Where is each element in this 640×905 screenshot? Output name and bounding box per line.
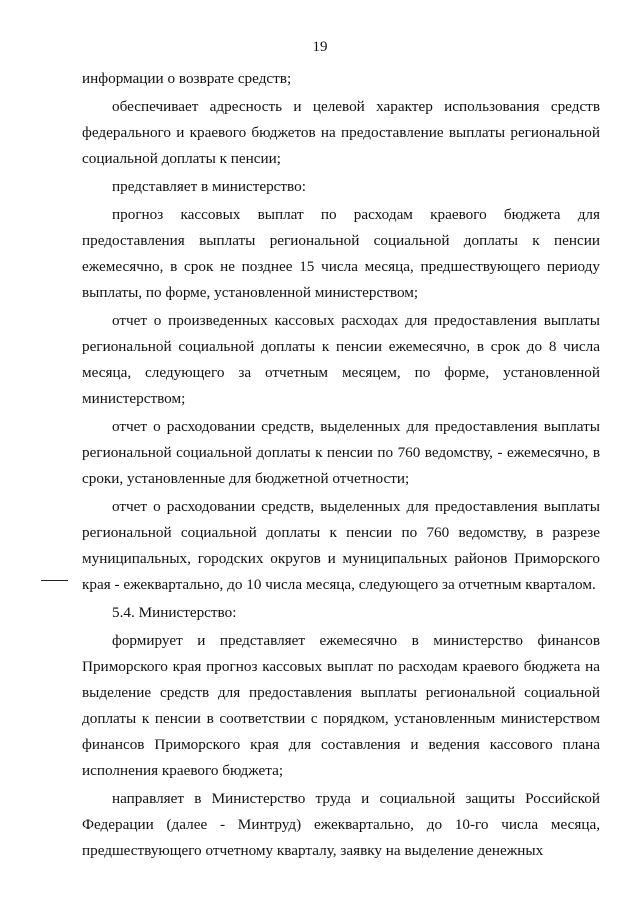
- paragraph: отчет о расходовании средств, выделенных для предоставления выплаты региональной социальной доплаты к пенсии по 760 ведомству, - ежемесячно, в сроки, установленные для бюджетной отчетности;: [82, 418, 600, 487]
- paragraph: прогноз кассовых выплат по расходам краевого бюджета для предоставления выплаты региональной социальной доплаты к пенсии ежемесячно, в срок не позднее 15 числа месяца, предшествующего периоду выплаты, по форме, установленной министерством;: [82, 206, 600, 301]
- paragraph: представляет в министерство:: [112, 178, 306, 195]
- margin-rule: [41, 580, 68, 581]
- section-heading: 5.4. Министерство:: [112, 604, 237, 621]
- page-number: 19: [312, 39, 328, 55]
- paragraph: информации о возврате средств;: [82, 70, 292, 87]
- paragraph: формирует и представляет ежемесячно в министерство финансов Приморского края прогноз кассовых выплат по расходам краевого бюджета на выделение средств для предоставления выплаты региональной социальной доплаты к пенсии в соответствии с порядком, установленным министерством финансов Приморского края для составления и ведения кассового плана исполнения краевого бюджета;: [82, 632, 600, 779]
- paragraph: отчет о произведенных кассовых расходах для предоставления выплаты региональной социальной доплаты к пенсии ежемесячно, в срок до 8 числа месяца, следующего за отчетным месяцем, по форме, установленной министерством;: [82, 312, 600, 407]
- document-body: [82, 66, 600, 866]
- paragraph: направляет в Министерство труда и социальной защиты Российской Федерации (далее - Минтруд) ежеквартально, до 10-го числа месяца, предшествующего отчетному кварталу, заявку на выделение денежных: [82, 790, 600, 859]
- paragraph: обеспечивает адресность и целевой характер использования средств федерального и краевого бюджетов на предоставление выплаты региональной социальной доплаты к пенсии;: [82, 98, 600, 167]
- paragraph: отчет о расходовании средств, выделенных для предоставления выплаты региональной социальной доплаты к пенсии по 760 ведомству, в разрезе муниципальных, городских округов и муниципальных районов Приморского края - ежеквартально, до 10 числа месяца, следующего за отчетным кварталом.: [82, 498, 600, 593]
